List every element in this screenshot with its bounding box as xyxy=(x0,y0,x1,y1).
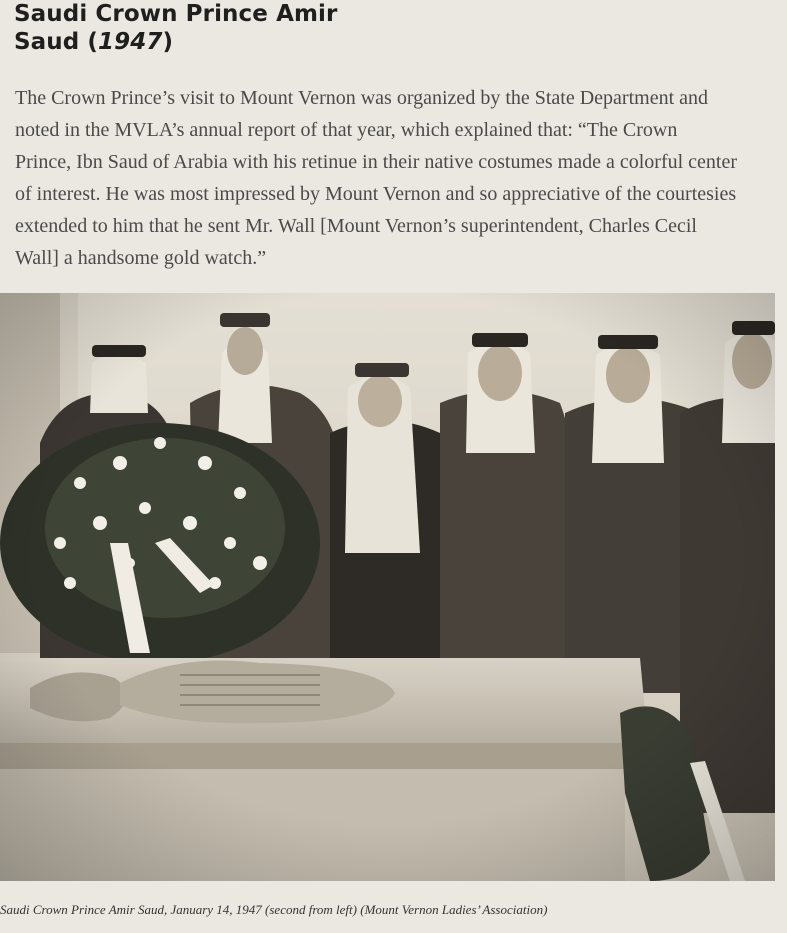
article-paragraph xyxy=(15,82,787,274)
paragraph-line-6: Wall] a handsome gold watch.” xyxy=(15,247,267,269)
heading-line-1: Saudi Crown Prince Amir xyxy=(14,1,338,27)
photo-caption: Saudi Crown Prince Amir Saud, January 14, 1947 (second from left) (Mount Vernon Ladies’ Association) xyxy=(0,902,548,917)
historic-photo xyxy=(0,293,775,881)
paragraph-line-2: noted in the MVLA’s annual report of that year, which explained that: “The Crown xyxy=(15,119,678,141)
paragraph-line-3: Prince, Ibn Saud of Arabia with his retinue in their native costumes made a colorful center xyxy=(15,151,738,173)
paragraph-line-5: extended to him that he sent Mr. Wall [Mount Vernon’s superintendent, Charles Cecil xyxy=(15,215,697,237)
article-heading xyxy=(14,0,337,56)
heading-line-2-suffix: ) xyxy=(162,29,174,55)
paragraph-line-1: The Crown Prince’s visit to Mount Vernon was organized by the State Department and xyxy=(15,87,709,109)
heading-year: 1947 xyxy=(98,29,163,55)
heading-line-2-prefix: Saud ( xyxy=(14,29,99,55)
historic-photo-icon xyxy=(0,293,775,881)
paragraph-line-4: of interest. He was most impressed by Mount Vernon and so appreciative of the courtesies xyxy=(15,183,737,205)
